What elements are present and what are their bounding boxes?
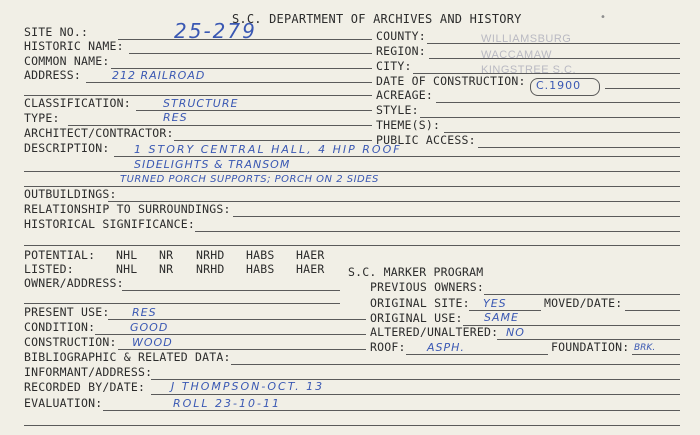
card-title: S.C. DEPARTMENT OF ARCHIVES AND HISTORY (232, 12, 522, 26)
listed-habs: HABS (246, 262, 275, 276)
address-line-2 (24, 95, 372, 96)
evaluation-line-2 (24, 425, 680, 426)
address-line (86, 82, 372, 83)
hw-roof: ASPH. (427, 341, 465, 354)
evaluation-label: EVALUATION: (24, 396, 103, 410)
region-label: REGION: (376, 44, 426, 58)
hw-condition: GOOD (130, 321, 169, 334)
hw-type: RES (163, 111, 188, 124)
hw-date-of-construction: C.1900 (536, 79, 582, 92)
description-label: DESCRIPTION: (24, 141, 110, 155)
stamp-region: WACCAMAW (481, 49, 553, 61)
site-no-label: SITE NO.: (24, 25, 89, 39)
present-use-line (108, 319, 366, 320)
common-name-label: COMMON NAME: (24, 54, 110, 68)
evaluation-line (103, 410, 680, 411)
moved-date-label: MOVED/DATE: (544, 296, 623, 310)
relationship-line (233, 216, 680, 217)
listed-haer: HAER (296, 262, 325, 276)
classification-label: CLASSIFICATION: (24, 96, 131, 110)
public-access-line (478, 147, 680, 148)
hw-description-3: TURNED PORCH SUPPORTS; PORCH ON 2 SIDES (120, 174, 379, 185)
public-access-label: PUBLIC ACCESS: (376, 133, 476, 147)
listed-label: LISTED: (24, 262, 74, 276)
potential-habs: HABS (246, 248, 275, 262)
type-line (68, 125, 372, 126)
hw-site-no: 25-279 (174, 19, 257, 43)
hw-construction: WOOD (132, 336, 173, 349)
style-label: STYLE: (376, 103, 419, 117)
potential-nrhd: NRHD (196, 248, 225, 262)
architect-line (174, 140, 372, 141)
construction-label: CONSTRUCTION: (24, 335, 117, 349)
hw-description-1: 1 STORY CENTRAL HALL, 4 HIP ROOF (134, 143, 402, 156)
roof-label: ROOF: (370, 340, 406, 354)
potential-nhl: NHL (116, 248, 138, 262)
potential-nr: NR (159, 248, 174, 262)
hw-altered: NO (506, 326, 525, 339)
style-line (420, 117, 680, 118)
roof-line (406, 354, 548, 355)
hw-description-2: SIDELIGHTS & TRANSOM (134, 158, 291, 171)
altered-line (497, 339, 680, 340)
stamp-county: WILLIAMSBURG (481, 33, 572, 45)
description-line-2 (24, 171, 680, 172)
significance-label: HISTORICAL SIGNIFICANCE: (24, 217, 195, 231)
original-site-label: ORIGINAL SITE: (370, 296, 470, 310)
marker-program-label: S.C. MARKER PROGRAM (348, 265, 484, 279)
original-use-line (463, 325, 680, 326)
date-of-construction-label: DATE OF CONSTRUCTION: (376, 74, 526, 88)
relationship-label: RELATIONSHIP TO SURROUNDINGS: (24, 202, 231, 216)
owner-address-label: OWNER/ADDRESS: (24, 276, 124, 290)
hw-original-site: YES (483, 297, 507, 310)
recorded-by-label: RECORDED BY/DATE: (24, 380, 146, 394)
owner-line-2 (24, 303, 340, 304)
previous-owners-label: PREVIOUS OWNERS: (370, 280, 484, 294)
description-line-1 (114, 156, 680, 157)
bibliographic-label: BIBLIOGRAPHIC & RELATED DATA: (24, 350, 231, 364)
owner-line (122, 290, 340, 291)
architect-label: ARCHITECT/CONTRACTOR: (24, 126, 174, 140)
foundation-line (632, 354, 680, 355)
condition-label: CONDITION: (24, 320, 96, 334)
stamp-city: KINGSTREE S.C. (481, 64, 577, 76)
themes-label: THEME(S): (376, 118, 441, 132)
potential-haer: HAER (296, 248, 325, 262)
themes-line (444, 132, 680, 133)
acreage-line (436, 102, 680, 103)
construction-line (118, 349, 366, 350)
altered-label: ALTERED/UNALTERED: (370, 325, 499, 339)
hw-recorded-by: J THOMPSON-OCT. 13 (171, 380, 325, 393)
description-line-3 (24, 186, 680, 187)
present-use-label: PRESENT USE: (24, 305, 110, 319)
previous-owners-line (484, 294, 680, 295)
punch-dot-mark: • (600, 12, 606, 23)
listed-nr: NR (159, 262, 174, 276)
bibliographic-line (231, 364, 680, 365)
county-label: COUNTY: (376, 29, 426, 43)
condition-line (95, 334, 366, 335)
recorded-by-line (151, 394, 680, 395)
acreage-label: ACREAGE: (376, 88, 433, 102)
original-use-label: ORIGINAL USE: (370, 311, 463, 325)
hw-evaluation: ROLL 23-10-11 (173, 397, 281, 410)
outbuildings-label: OUTBUILDINGS: (24, 187, 117, 201)
address-label: ADDRESS: (24, 68, 81, 82)
hw-foundation: BRK. (634, 343, 656, 353)
section-divider-line (24, 245, 680, 246)
moved-date-line (625, 310, 680, 311)
date-line (605, 88, 680, 89)
hw-address: 212 RAILROAD (112, 69, 206, 82)
informant-label: INFORMANT/ADDRESS: (24, 365, 153, 379)
type-label: TYPE: (24, 111, 60, 125)
outbuildings-line (108, 201, 680, 202)
listed-nhl: NHL (116, 262, 138, 276)
historic-name-line (129, 53, 372, 54)
city-label: CITY: (376, 59, 412, 73)
foundation-label: FOUNDATION: (551, 340, 630, 354)
region-line (429, 58, 680, 59)
hw-present-use: RES (132, 306, 157, 319)
historic-name-label: HISTORIC NAME: (24, 39, 124, 53)
significance-line (195, 231, 680, 232)
potential-label: POTENTIAL: (24, 248, 96, 262)
hw-original-use: SAME (484, 311, 519, 324)
hw-classification: STRUCTURE (163, 97, 239, 110)
listed-nrhd: NRHD (196, 262, 225, 276)
